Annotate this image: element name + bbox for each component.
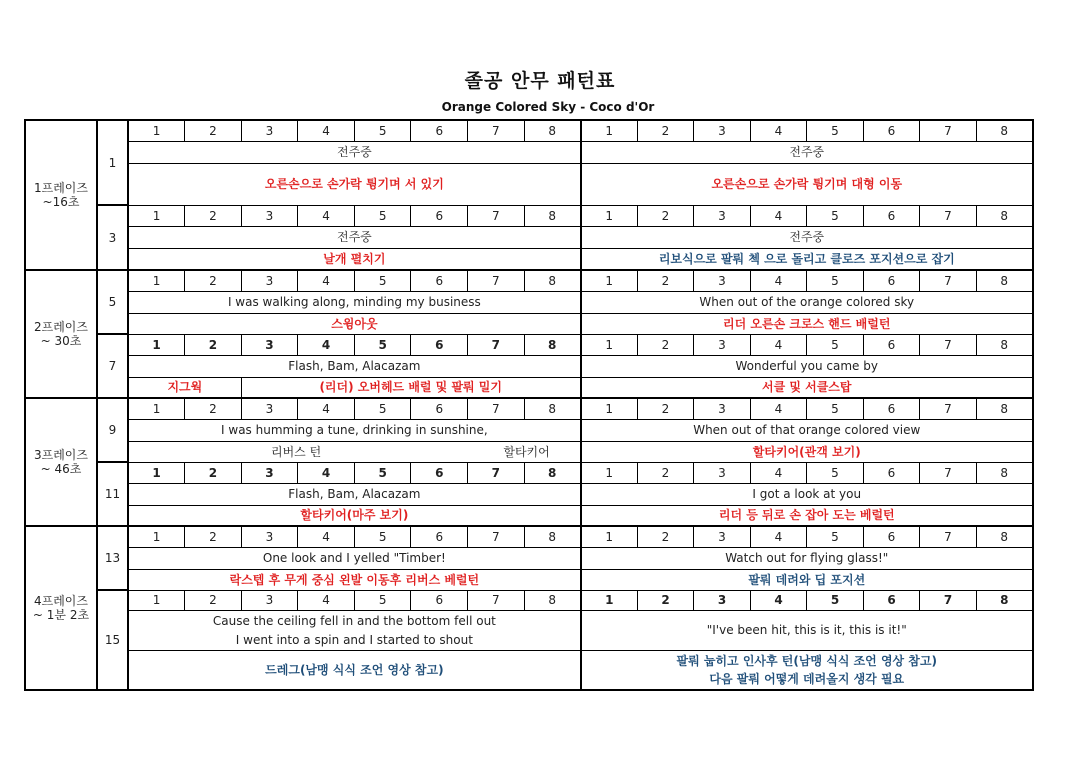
count-cell: 7 xyxy=(468,526,525,547)
choreography-table xyxy=(24,119,1034,691)
count-cell: 1 xyxy=(128,205,185,226)
count-cell: 7 xyxy=(920,462,977,483)
count-cell: 7 xyxy=(920,590,977,610)
left-action xyxy=(128,441,581,462)
bar-number: 13 xyxy=(97,526,128,590)
right-action: 리더 등 뒤로 손 잡아 도는 베럴턴 xyxy=(581,505,1033,526)
action-hal-takier: 할타키어 xyxy=(503,444,550,459)
count-cell: 6 xyxy=(863,334,920,355)
count-cell: 3 xyxy=(694,205,751,226)
count-cell: 1 xyxy=(581,590,638,610)
count-cell: 7 xyxy=(468,398,525,419)
phrase-time: ~ 46초 xyxy=(40,462,82,476)
phrase-number: 3프레이즈 xyxy=(33,448,88,462)
action-line: 다음 팔뤄 어떻게 데려올지 생각 필요 xyxy=(709,671,905,686)
count-cell: 1 xyxy=(128,398,185,419)
phrase-time: ~16초 xyxy=(42,195,80,209)
count-cell: 1 xyxy=(128,270,185,291)
count-cell: 1 xyxy=(128,462,185,483)
count-cell: 4 xyxy=(298,205,355,226)
count-cell: 2 xyxy=(185,120,242,141)
count-cell: 4 xyxy=(298,526,355,547)
count-cell: 2 xyxy=(185,526,242,547)
count-cell: 5 xyxy=(807,398,864,419)
count-cell: 2 xyxy=(637,398,694,419)
count-cell: 7 xyxy=(920,120,977,141)
right-lyric: "I've been hit, this is it, this is it!" xyxy=(581,610,1033,650)
right-lyric: I got a look at you xyxy=(581,483,1033,505)
count-cell: 2 xyxy=(185,205,242,226)
count-cell: 4 xyxy=(298,270,355,291)
count-cell: 4 xyxy=(750,270,807,291)
right-action: 팔뤄 데려와 딥 포지션 xyxy=(581,569,1033,590)
left-action-a: 지그웍 xyxy=(128,377,241,398)
count-cell: 3 xyxy=(694,398,751,419)
left-lyric: One look and I yelled "Timber! xyxy=(128,547,581,569)
bar-number: 5 xyxy=(97,270,128,334)
count-cell: 2 xyxy=(637,270,694,291)
phrase-label xyxy=(25,398,97,526)
count-cell: 8 xyxy=(524,334,581,355)
count-cell: 6 xyxy=(863,205,920,226)
count-cell: 5 xyxy=(354,526,411,547)
count-cell: 7 xyxy=(920,205,977,226)
left-action: 날개 펼치기 xyxy=(128,248,581,270)
count-cell: 1 xyxy=(581,205,638,226)
count-cell: 5 xyxy=(354,398,411,419)
count-cell: 8 xyxy=(524,205,581,226)
count-cell: 3 xyxy=(241,334,298,355)
count-cell: 7 xyxy=(468,270,525,291)
count-cell: 8 xyxy=(976,120,1033,141)
count-cell: 7 xyxy=(468,590,525,610)
count-cell: 3 xyxy=(241,398,298,419)
count-cell: 8 xyxy=(976,398,1033,419)
count-cell: 6 xyxy=(863,462,920,483)
count-cell: 4 xyxy=(750,205,807,226)
count-cell: 6 xyxy=(863,526,920,547)
count-cell: 2 xyxy=(637,590,694,610)
left-action: 드레그(남맹 식식 조언 영상 참고) xyxy=(128,650,581,690)
count-cell: 6 xyxy=(411,334,468,355)
count-cell: 7 xyxy=(468,205,525,226)
count-cell: 1 xyxy=(128,120,185,141)
count-cell: 7 xyxy=(468,334,525,355)
count-cell: 7 xyxy=(468,462,525,483)
count-cell: 5 xyxy=(354,120,411,141)
count-cell: 7 xyxy=(920,270,977,291)
right-lyric: Watch out for flying glass!" xyxy=(581,547,1033,569)
count-cell: 6 xyxy=(411,270,468,291)
count-cell: 5 xyxy=(354,270,411,291)
right-action: 할타키어(관객 보기) xyxy=(581,441,1033,462)
count-cell: 4 xyxy=(750,334,807,355)
phrase-label xyxy=(25,270,97,398)
bar-number: 1 xyxy=(97,120,128,205)
count-cell: 6 xyxy=(411,526,468,547)
count-cell: 6 xyxy=(863,120,920,141)
count-cell: 2 xyxy=(637,205,694,226)
count-cell: 1 xyxy=(581,398,638,419)
count-cell: 6 xyxy=(411,462,468,483)
count-cell: 2 xyxy=(185,462,242,483)
count-cell: 5 xyxy=(807,334,864,355)
count-cell: 3 xyxy=(694,526,751,547)
count-cell: 7 xyxy=(468,120,525,141)
count-cell: 4 xyxy=(298,334,355,355)
right-lyric: When out of the orange colored sky xyxy=(581,291,1033,313)
count-cell: 3 xyxy=(241,270,298,291)
count-cell: 3 xyxy=(241,120,298,141)
count-cell: 5 xyxy=(807,120,864,141)
count-cell: 7 xyxy=(920,334,977,355)
count-cell: 3 xyxy=(694,462,751,483)
count-cell: 3 xyxy=(694,270,751,291)
count-cell: 8 xyxy=(524,120,581,141)
count-cell: 1 xyxy=(581,462,638,483)
phrase-number: 4프레이즈 xyxy=(33,594,88,608)
page-title: 졸공 안무 패턴표 xyxy=(464,70,616,92)
right-action: 오른손으로 손가락 튕기며 대형 이동 xyxy=(581,163,1033,205)
count-cell: 1 xyxy=(581,270,638,291)
left-lyric: I was walking along, minding my business xyxy=(128,291,581,313)
count-cell: 8 xyxy=(524,590,581,610)
left-action-b: (리더) 오버헤드 배럴 및 팔뤄 밀기 xyxy=(241,377,581,398)
count-cell: 3 xyxy=(241,205,298,226)
right-lyric: When out of that orange colored view xyxy=(581,419,1033,441)
left-action: 스윙아웃 xyxy=(128,313,581,334)
count-cell: 6 xyxy=(863,398,920,419)
count-cell: 8 xyxy=(524,526,581,547)
count-cell: 5 xyxy=(807,462,864,483)
right-lyric: Wonderful you came by xyxy=(581,355,1033,377)
count-cell: 3 xyxy=(694,590,751,610)
left-lyric: 전주중 xyxy=(128,141,581,163)
action-reverse-turn: 리버스 턴 xyxy=(271,444,322,459)
count-cell: 1 xyxy=(128,526,185,547)
bar-number: 15 xyxy=(97,590,128,690)
count-cell: 6 xyxy=(411,120,468,141)
phrase-number: 2프레이즈 xyxy=(33,320,88,334)
right-action: 리보식으로 팔뤄 첵 으로 돌리고 클로즈 포지션으로 잡기 xyxy=(581,248,1033,270)
bar-number: 3 xyxy=(97,205,128,270)
count-cell: 5 xyxy=(354,205,411,226)
count-cell: 1 xyxy=(581,526,638,547)
lyric-line: Cause the ceiling fell in and the bottom fell out xyxy=(212,613,496,628)
count-cell: 6 xyxy=(411,590,468,610)
count-cell: 1 xyxy=(581,334,638,355)
count-cell: 4 xyxy=(750,398,807,419)
count-cell: 3 xyxy=(694,120,751,141)
count-cell: 6 xyxy=(411,398,468,419)
count-cell: 4 xyxy=(298,120,355,141)
left-lyric: Flash, Bam, Alacazam xyxy=(128,483,581,505)
count-cell: 5 xyxy=(354,590,411,610)
phrase-time: ~ 1분 2초 xyxy=(32,608,90,622)
count-cell: 2 xyxy=(637,462,694,483)
phrase-number: 1프레이즈 xyxy=(33,181,88,195)
count-cell: 5 xyxy=(354,334,411,355)
left-action: 락스텝 후 무게 중심 왼발 이동후 리버스 베럴턴 xyxy=(128,569,581,590)
count-cell: 8 xyxy=(976,270,1033,291)
count-cell: 4 xyxy=(750,120,807,141)
count-cell: 4 xyxy=(298,398,355,419)
phrase-label xyxy=(25,120,97,270)
count-cell: 8 xyxy=(976,526,1033,547)
bar-number: 11 xyxy=(97,462,128,526)
count-cell: 2 xyxy=(637,120,694,141)
count-cell: 8 xyxy=(524,462,581,483)
count-cell: 3 xyxy=(241,526,298,547)
count-cell: 1 xyxy=(128,334,185,355)
right-action xyxy=(581,650,1033,690)
count-cell: 8 xyxy=(524,270,581,291)
count-cell: 2 xyxy=(185,398,242,419)
count-cell: 2 xyxy=(185,334,242,355)
count-cell: 8 xyxy=(976,462,1033,483)
count-cell: 8 xyxy=(976,205,1033,226)
count-cell: 3 xyxy=(241,590,298,610)
count-cell: 4 xyxy=(750,590,807,610)
count-cell: 5 xyxy=(354,462,411,483)
right-action: 리더 오른손 크로스 핸드 배럴턴 xyxy=(581,313,1033,334)
count-cell: 7 xyxy=(920,526,977,547)
right-lyric: 전주중 xyxy=(581,226,1033,248)
count-cell: 2 xyxy=(185,590,242,610)
count-cell: 4 xyxy=(298,462,355,483)
count-cell: 5 xyxy=(807,526,864,547)
lyric-line: I went into a spin and I started to shout xyxy=(235,632,473,647)
count-cell: 3 xyxy=(241,462,298,483)
count-cell: 1 xyxy=(581,120,638,141)
count-cell: 4 xyxy=(750,462,807,483)
count-cell: 3 xyxy=(694,334,751,355)
count-cell: 6 xyxy=(863,590,920,610)
count-cell: 7 xyxy=(920,398,977,419)
left-action: 할타키어(마주 보기) xyxy=(128,505,581,526)
count-cell: 2 xyxy=(185,270,242,291)
count-cell: 2 xyxy=(637,526,694,547)
count-cell: 4 xyxy=(750,526,807,547)
count-cell: 8 xyxy=(524,398,581,419)
count-cell: 5 xyxy=(807,205,864,226)
left-action: 오른손으로 손가락 튕기며 서 있기 xyxy=(128,163,581,205)
left-lyric: Flash, Bam, Alacazam xyxy=(128,355,581,377)
count-cell: 8 xyxy=(976,590,1033,610)
count-cell: 6 xyxy=(411,205,468,226)
count-cell: 5 xyxy=(807,270,864,291)
count-cell: 6 xyxy=(863,270,920,291)
count-cell: 1 xyxy=(128,590,185,610)
left-lyric: I was humming a tune, drinking in sunshine, xyxy=(128,419,581,441)
left-lyric: 전주중 xyxy=(128,226,581,248)
bar-number: 9 xyxy=(97,398,128,462)
count-cell: 5 xyxy=(807,590,864,610)
action-line: 팔뤄 눕히고 인사후 턴(남맹 식식 조언 영상 참고) xyxy=(676,653,937,668)
song-subtitle: Orange Colored Sky - Coco d'Or xyxy=(441,100,655,114)
count-cell: 8 xyxy=(976,334,1033,355)
phrase-time: ~ 30초 xyxy=(40,334,82,348)
phrase-label xyxy=(25,526,97,690)
bar-number: 7 xyxy=(97,334,128,398)
count-cell: 4 xyxy=(298,590,355,610)
right-lyric: 전주중 xyxy=(581,141,1033,163)
left-lyric xyxy=(128,610,581,650)
count-cell: 2 xyxy=(637,334,694,355)
right-action: 서클 및 서클스탑 xyxy=(581,377,1033,398)
